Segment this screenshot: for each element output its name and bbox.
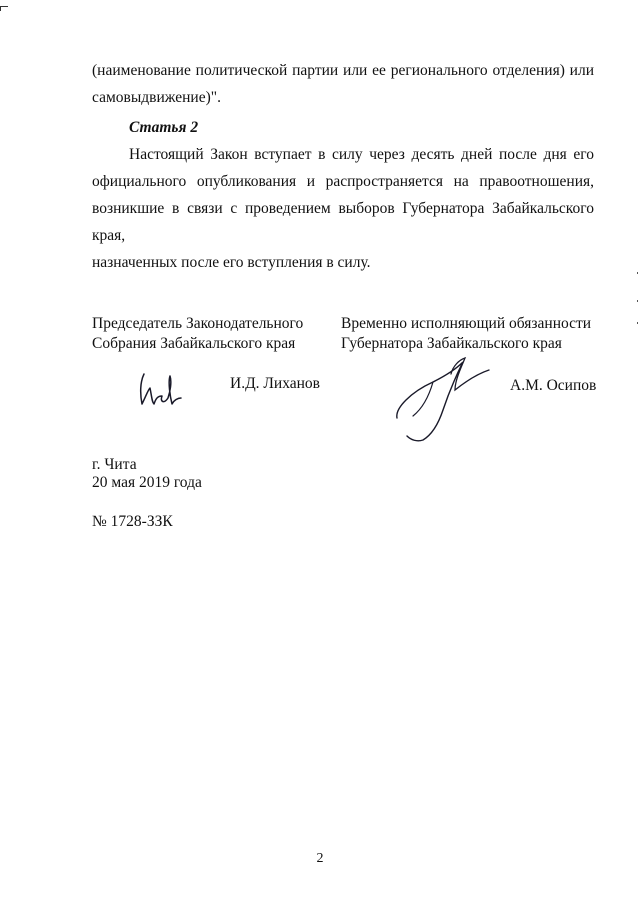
scan-corner-mark bbox=[0, 6, 8, 11]
page-number: 2 bbox=[316, 851, 324, 866]
article-title: Статья 2 bbox=[129, 119, 199, 136]
right-signatory-title bbox=[341, 314, 601, 354]
article-body bbox=[92, 141, 594, 276]
left-signatory-name: И.Д. Лиханов bbox=[230, 375, 320, 392]
left-signatory-title bbox=[92, 314, 322, 354]
place-of-signing: г. Чита bbox=[92, 456, 137, 473]
paragraph-line: официального опубликования и распространяется на правоотношения, bbox=[92, 173, 594, 190]
paragraph-line: самовыдвижение)". bbox=[92, 89, 221, 106]
scan-edge-mark bbox=[637, 300, 638, 302]
scan-edge-mark bbox=[637, 322, 638, 324]
paragraph-line: Настоящий Закон вступает в силу через десять дней после дня его bbox=[129, 146, 594, 163]
right-signatory-name: А.М. Осипов bbox=[510, 377, 597, 394]
law-number: № 1728-ЗЗК bbox=[92, 513, 173, 530]
paragraph-line: (наименование политической партии или ее регионального отделения) или bbox=[92, 62, 594, 79]
paragraph-line: назначенных после его вступления в силу. bbox=[92, 254, 371, 271]
right-signatory-title-line: Губернатора Забайкальского края bbox=[341, 335, 562, 352]
right-handwritten-signature bbox=[393, 352, 493, 444]
paragraph-continuation bbox=[92, 57, 594, 111]
scan-edge-mark bbox=[637, 272, 638, 274]
right-signatory-title-line: Временно исполняющий обязанности bbox=[341, 315, 592, 332]
left-handwritten-signature bbox=[134, 368, 184, 412]
signing-date: 20 мая 2019 года bbox=[92, 474, 202, 491]
left-signatory-title-line: Председатель Законодательного bbox=[92, 315, 304, 332]
paragraph-line: возникшие в связи с проведением выборов Губернатора Забайкальского края, bbox=[92, 200, 594, 244]
left-signatory-title-line: Собрания Забайкальского края bbox=[92, 335, 296, 352]
